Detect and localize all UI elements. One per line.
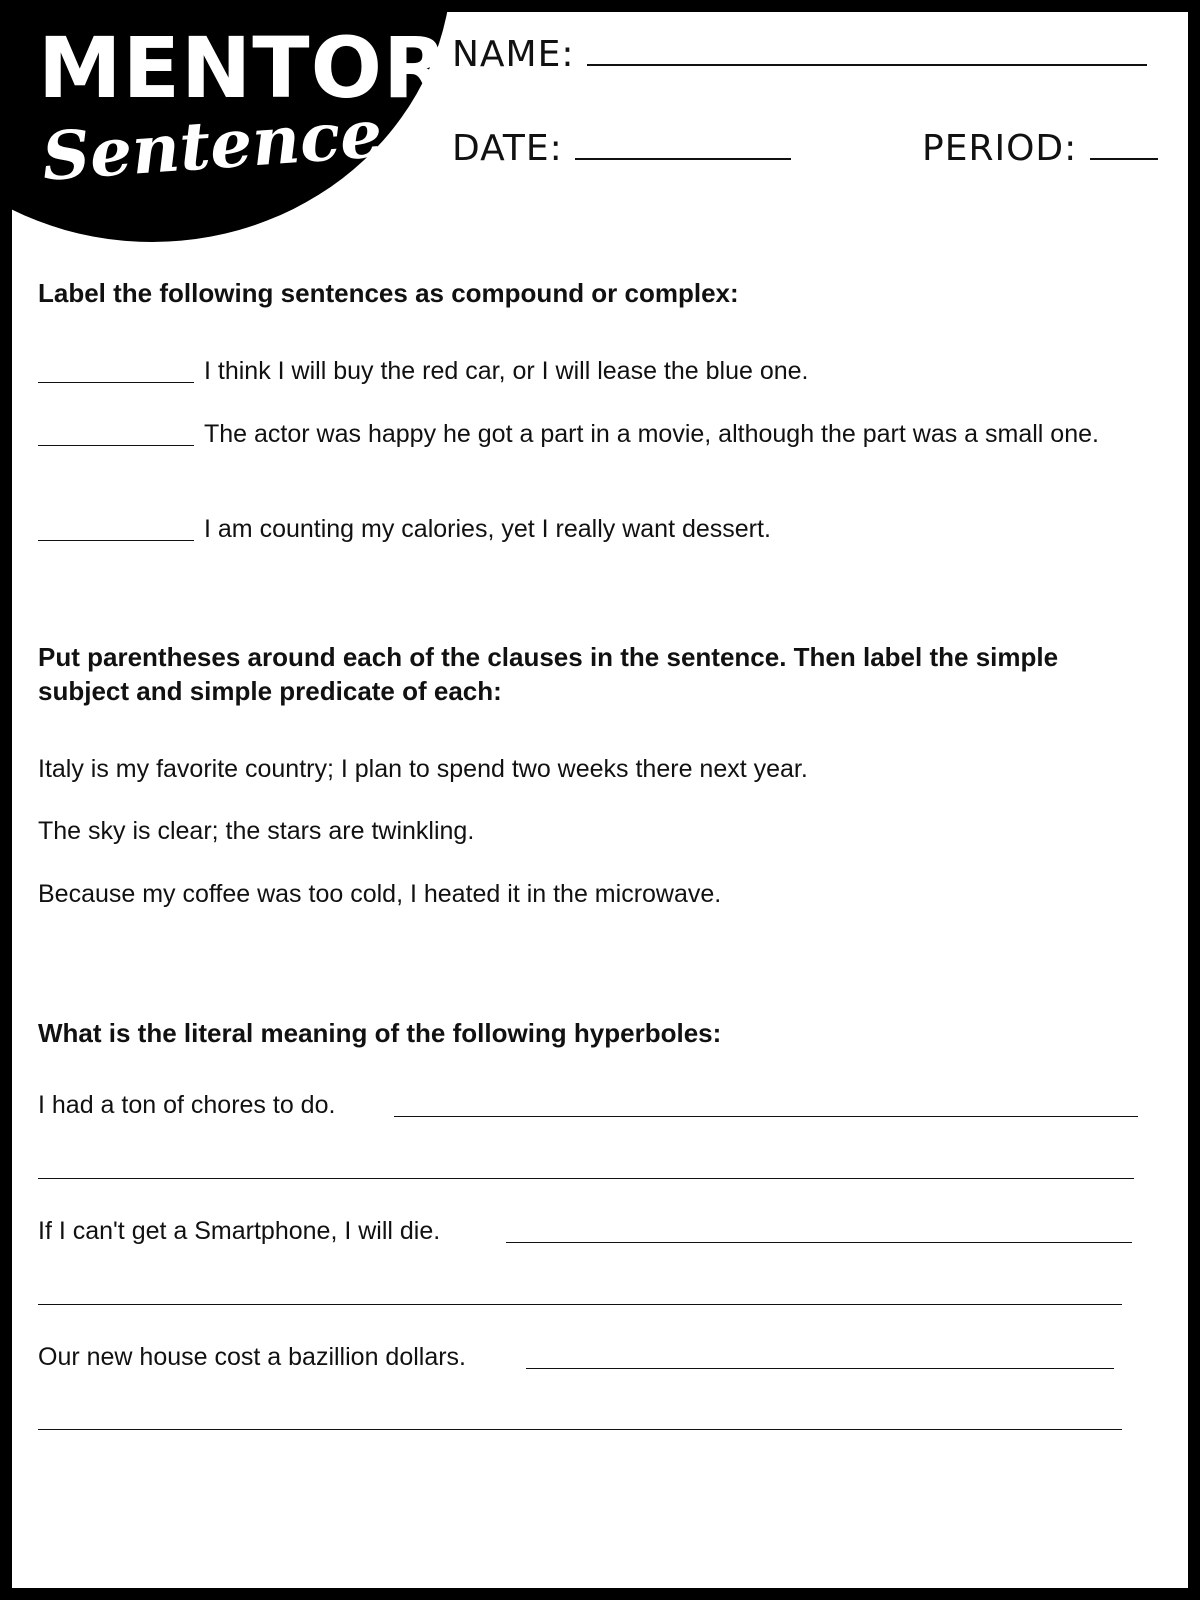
- compound-complex-sentence-2: The actor was happy he got a part in a movie, although the part was a small one.: [204, 420, 1099, 448]
- label-blank-2[interactable]: [38, 445, 194, 446]
- hyperbole-2-answer-line-b[interactable]: [38, 1304, 1122, 1305]
- compound-complex-sentence-1: I think I will buy the red car, or I will lease the blue one.: [204, 357, 809, 385]
- worksheet-page: [12, 12, 1188, 1588]
- compound-complex-sentence-3: I am counting my calories, yet I really want dessert.: [204, 515, 771, 543]
- section2-instruction: Put parentheses around each of the clauses in the sentence. Then label the simple subject and simple predicate of each:: [38, 642, 1059, 706]
- label-blank-3[interactable]: [38, 540, 194, 541]
- date-blank[interactable]: [575, 130, 791, 160]
- name-label: NAME:: [452, 34, 575, 75]
- date-field[interactable]: [452, 128, 791, 169]
- label-blank-1[interactable]: [38, 382, 194, 383]
- hyperbole-2: If I can't get a Smartphone, I will die.: [38, 1217, 441, 1245]
- hyperbole-3-answer-line-b[interactable]: [38, 1429, 1122, 1430]
- hyperbole-1-answer-line-a[interactable]: [394, 1116, 1138, 1117]
- hyperbole-3-answer-line-a[interactable]: [526, 1368, 1114, 1369]
- name-blank[interactable]: [587, 36, 1147, 66]
- date-label: DATE:: [452, 128, 563, 169]
- clause-sentence-3: Because my coffee was too cold, I heated it in the microwave.: [38, 880, 722, 908]
- hyperbole-1: I had a ton of chores to do.: [38, 1091, 336, 1119]
- worksheet-subtitle: Sentence 1: [39, 89, 454, 196]
- period-label: PERIOD:: [922, 128, 1078, 169]
- name-field[interactable]: [452, 34, 1147, 75]
- section1-instruction: Label the following sentences as compound or complex:: [38, 278, 739, 308]
- section3-instruction: What is the literal meaning of the following hyperboles:: [38, 1018, 722, 1048]
- period-field[interactable]: [922, 128, 1158, 169]
- hyperbole-1-answer-line-b[interactable]: [38, 1178, 1134, 1179]
- clause-sentence-2: The sky is clear; the stars are twinkling.: [38, 817, 475, 845]
- period-blank[interactable]: [1090, 130, 1158, 160]
- hyperbole-2-answer-line-a[interactable]: [506, 1242, 1132, 1243]
- hyperbole-3: Our new house cost a bazillion dollars.: [38, 1343, 467, 1371]
- clause-sentence-1: Italy is my favorite country; I plan to spend two weeks there next year.: [38, 755, 808, 783]
- worksheet-title: MENTOR: [38, 19, 449, 117]
